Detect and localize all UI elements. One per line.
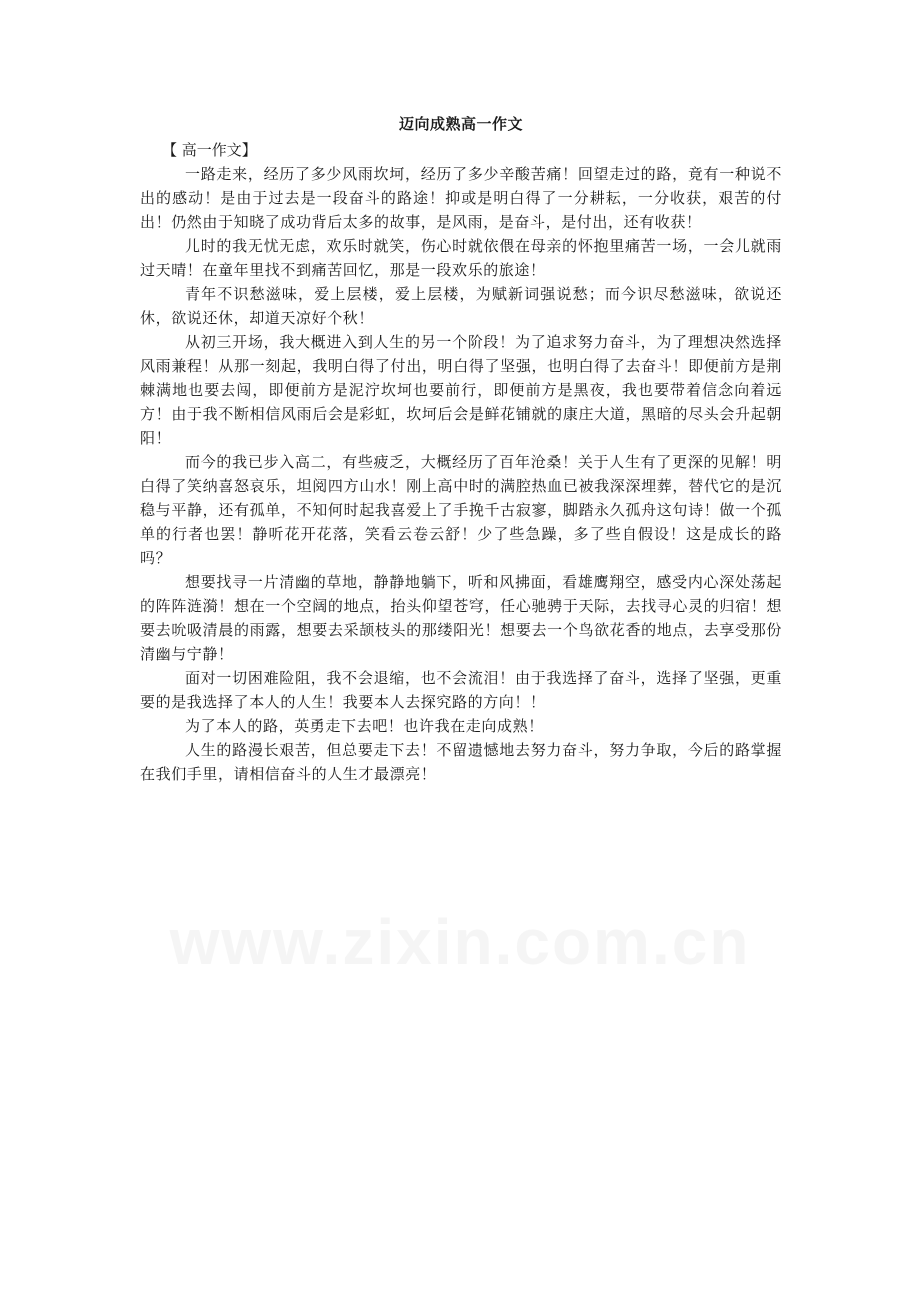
paragraph-1: 一路走来，经历了多少风雨坎坷，经历了多少辛酸苦痛！回望走过的路，竟有一种说不出的感动！是由于过去是一段奋斗的路途！抑或是明白得了一分耕耘，一分收获，艰苦的付出！仍然由于知晓了成功背后太多的故事，是风雨，是奋斗，是付出，还有收获！ — [140, 165, 782, 231]
watermark: www.zixin.com.cn — [169, 906, 751, 978]
document-title: 迈向成熟高一作文 — [398, 115, 523, 133]
paragraph-7: 面对一切困难险阻，我不会退缩，也不会流泪！由于我选择了奋斗，选择了坚强，更重要的是我选择了本人的人生！我要本人去探究路的方向！！ — [140, 669, 782, 711]
paragraph-9: 人生的路漫长艰苦，但总要走下去！不留遗憾地去努力奋斗，努力争取，今后的路掌握在我们手里，请相信奋斗的人生才最漂亮！ — [140, 741, 782, 783]
paragraph-5: 而今的我已步入高二，有些疲乏，大概经历了百年沧桑！关于人生有了更深的见解！明白得了笑纳喜怒哀乐，坦阅四方山水！刚上高中时的满腔热血已被我深深埋葬，替代它的是沉稳与平静，还有孤单，不知何时起我喜爱上了手挽千古寂寥，脚踏永久孤舟这句诗！做一个孤单的行者也罢！静听花开花落，笑看云卷云舒！少了些急躁，多了些自假设！这是成长的路吗？ — [140, 453, 782, 567]
paragraph-8: 为了本人的路，英勇走下去吧！也许我在走向成熟！ — [185, 717, 544, 735]
category-label: 【 高一作文】 — [162, 141, 257, 159]
paragraph-4: 从初三开场，我大概进入到人生的另一个阶段！为了追求努力奋斗，为了理想决然选择风雨兼程！从那一刻起，我明白得了付出，明白得了坚强，也明白得了去奋斗！即便前方是荆棘满地也要去闯，即便前方是泥泞坎坷也要前行，即便前方是黑夜，我也要带着信念向着远方！由于我不断相信风雨后会是彩虹，坎坷后会是鲜花铺就的康庄大道，黑暗的尽头会升起朝阳！ — [140, 333, 782, 447]
document-page — [140, 112, 782, 786]
paragraph-2: 儿时的我无忧无虑，欢乐时就笑，伤心时就依偎在母亲的怀抱里痛苦一场，一会儿就雨过天晴！在童年里找不到痛苦回忆，那是一段欢乐的旅途！ — [140, 237, 782, 279]
paragraph-3: 青年不识愁滋味，爱上层楼，爱上层楼，为赋新词强说愁；而今识尽愁滋味，欲说还休，欲说还休，却道天凉好个秋！ — [140, 285, 782, 327]
paragraph-6: 想要找寻一片清幽的草地，静静地躺下，听和风拂面，看雄鹰翔空，感受内心深处荡起的阵阵涟漪！想在一个空阔的地点，抬头仰望苍穹，任心驰骋于天际，去找寻心灵的归宿！想要去吮吸清晨的雨露，想要去采颉枝头的那缕阳光！想要去一个鸟欲花香的地点，去享受那份清幽与宁静！ — [140, 573, 782, 663]
